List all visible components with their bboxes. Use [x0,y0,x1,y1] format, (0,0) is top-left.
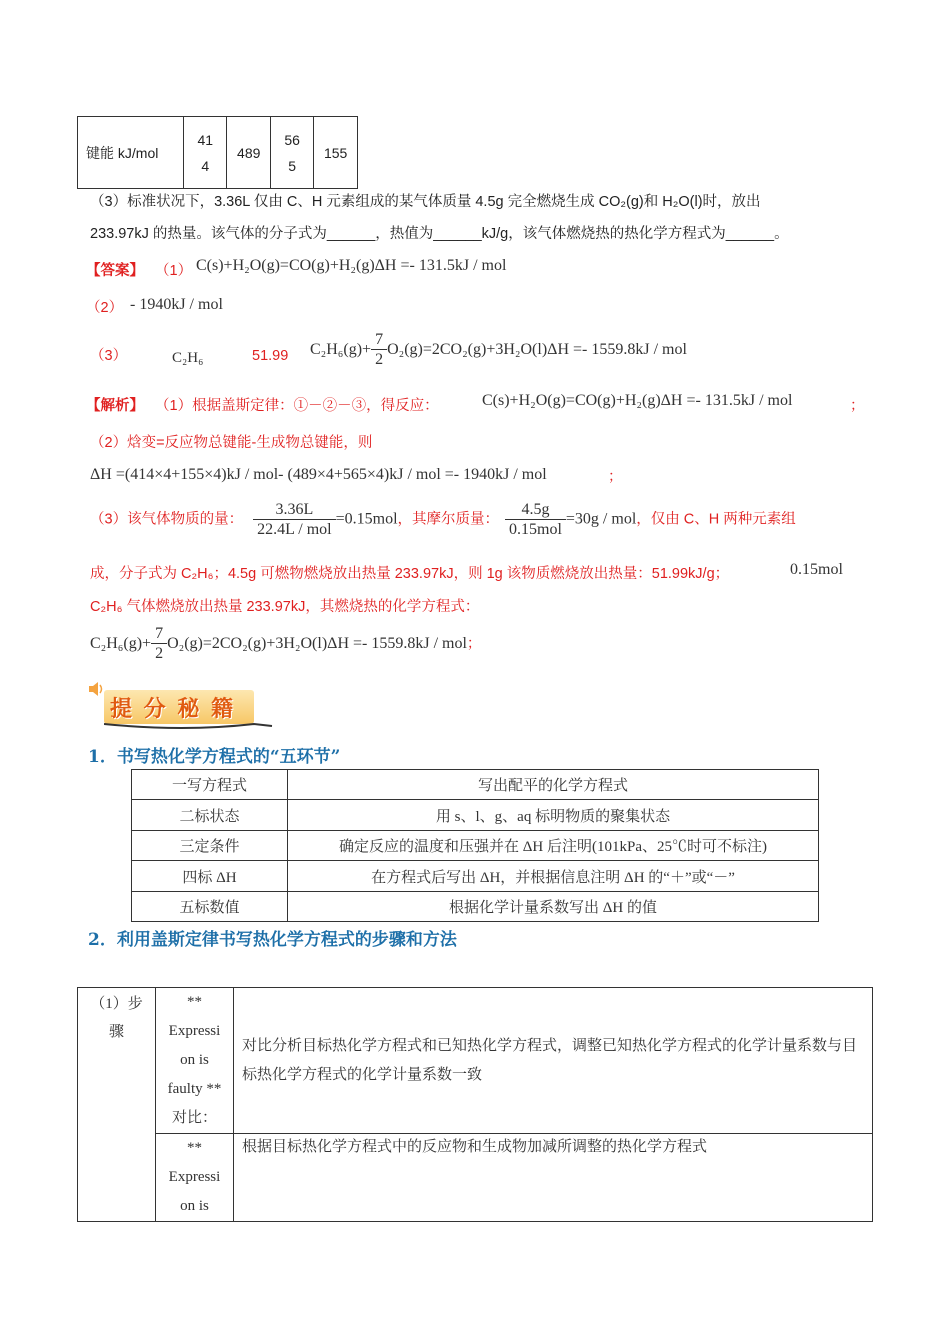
semicolon: ； [608,469,623,485]
analysis-equation-1: C(s)+H₂O(g)=CO(g)+H₂(g)ΔH =- 131.5kJ / mol [482,392,793,409]
answer-tag: 【答案】 [86,263,144,279]
answer-eq3-fraction [371,330,387,369]
analysis-equation-3 [90,624,481,663]
analysis-part-3-mid: ，其摩尔质量： [397,511,500,528]
step-name-cell: 四标 ΔH [132,861,288,892]
analysis-eq3-right: O₂(g)=2CO₂(g)+3H₂O(l)ΔH =- 1559.8kJ / mol [167,635,467,652]
analysis-part-1-text: （1）根据盖斯定律：①－②－③，得反应： [155,398,439,414]
fraction-numerator: 7 [151,624,167,644]
fraction-denominator: 22.4L / mol [257,521,332,538]
fraction-numerator: 3.36L [253,500,336,520]
bond-table-label: 键能 kJ/mol [78,117,184,189]
fraction-denominator: 2 [155,645,164,662]
answer-eq3-right: O₂(g)=2CO₂(g)+3H₂O(l)ΔH =- 1559.8kJ / mol [387,341,687,358]
answer-part-1-label: （1） [155,263,193,279]
section-1-title: 1．书写热化学方程式的“五环节” [88,747,341,767]
semicolon: ； [850,398,865,414]
analysis-part-3-line-1 [90,500,796,539]
step-desc-cell: 在方程式后写出 ΔH，并根据信息注明 ΔH 的“＋”或“－” [288,861,819,892]
semicolon: ； [466,636,482,652]
step-desc-cell: 根据化学计量系数写出 ΔH 的值 [288,892,819,922]
step-name-cell: 三定条件 [132,831,288,861]
section-2-title: 2．利用盖斯定律书写热化学方程式的步骤和方法 [88,930,457,950]
analysis-part-2-text: （2）焓变=反应物总键能-生成物总键能，则 [90,435,373,451]
moles-fraction [253,500,336,539]
answer-eq3-left: C₂H₆(g)+ [310,341,372,358]
answer-equation-3 [310,330,687,369]
answer-equation-1: C(s)+H₂O(g)=CO(g)+H₂(g)ΔH =- 131.5kJ / mol [196,257,507,274]
answer-formula: C₂H₆ [172,350,204,366]
question-3-line-2: 233.97kJ 的热量。该气体的分子式为______，热值为______kJ/g，该气体燃烧热的热化学方程式为______。 [90,226,789,242]
question-3-line-1: （3）标准状况下，3.36L 仅由 C、H 元素组成的某气体质量 4.5g 完全燃烧生成 CO₂(g)和 H₂O(l)时，放出 [90,194,761,210]
step-desc-cell: 确定反应的温度和压强并在 ΔH 后注明(101kPa、25℃时可不标注) [288,831,819,861]
step-name-cell: 二标状态 [132,800,288,831]
step-1-desc-cell: 对比分析目标热化学方程式和已知热化学方程式，调整已知热化学方程式的化学计量系数与目标热化学方程式的化学计量系数一致 [234,988,873,1134]
step-name-cell: 一写方程式 [132,770,288,800]
molar-mass-result: =30g / mol [565,510,637,528]
bond-table-cell: 489 [227,117,271,189]
banner-text: 提 分 秘 籍 [110,697,235,722]
analysis-part-3-text: （3）该气体物质的量： [90,511,244,528]
fraction-numerator: 4.5g [505,500,566,520]
analysis-part-3-tail: ，仅由 C、H 两种元素组 [636,511,796,528]
fraction-denominator: 0.15mol [509,521,562,538]
speaker-icon [88,682,104,696]
step-name-cell: 五标数值 [132,892,288,922]
hess-law-table [77,987,873,1222]
step-2-desc-cell: 根据目标热化学方程式中的反应物和生成物加减所调整的热化学方程式 [234,1134,873,1222]
analysis-part-3-line-2-eq: 0.15mol [790,561,843,578]
answer-heat-value: 51.99 [252,348,289,364]
analysis-equation-2: ΔH =(414×4+155×4)kJ / mol- (489×4+565×4)kJ / mol =- 1940kJ / mol [90,466,547,483]
bond-energy-table [77,116,358,189]
bond-table-cell: 155 [314,117,358,189]
moles-result: =0.15mol [335,510,398,528]
step-desc-cell: 用 s、l、g、aq 标明物质的聚集状态 [288,800,819,831]
bond-table-cell: 56 5 [271,117,314,189]
molar-mass-fraction [505,500,566,539]
steps-label-cell: （1）步 骤 [78,988,156,1222]
step-desc-cell: 写出配平的化学方程式 [288,770,819,800]
bond-table-cell: 41 4 [184,117,227,189]
analysis-tag: 【解析】 [86,398,144,414]
answer-equation-2: - 1940kJ / mol [130,296,223,313]
answer-part-2-label: （2） [86,300,124,316]
analysis-part-3-line-3: C₂H₆ 气体燃烧放出热量 233.97kJ，其燃烧热的化学方程式： [90,599,480,615]
tips-banner [86,680,266,730]
step-2-mid-cell: ** Expressi on is [156,1134,234,1222]
fraction-denominator: 2 [375,351,384,368]
answer-part-3-label: （3） [90,348,128,364]
five-steps-table [131,769,819,922]
analysis-eq3-fraction [151,624,167,663]
analysis-part-3-line-2: 成，分子式为 C₂H₆；4.5g 可燃物燃烧放出热量 233.97kJ，则 1g 该物质燃烧放出热量：51.99kJ/g； [90,566,730,582]
analysis-eq3-left: C₂H₆(g)+ [90,635,152,652]
fraction-numerator: 7 [371,330,387,350]
step-1-mid-cell: ** Expressi on is faulty ** 对比： [156,988,234,1134]
